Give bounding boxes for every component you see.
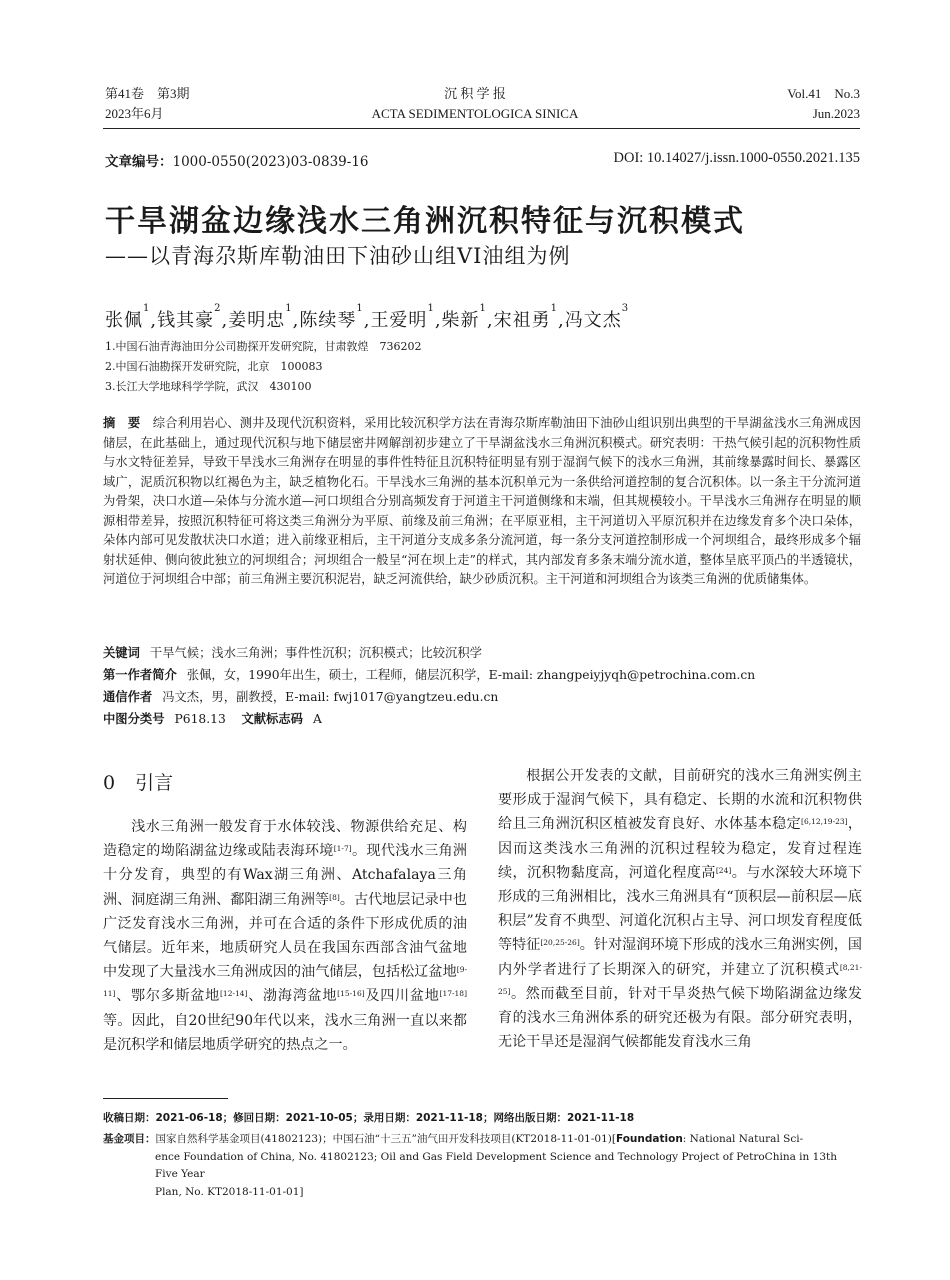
footnote-funding: 基金项目：国家自然科学基金项目(41802123)；中国石油“十三五”油气田开发科技项目(KT2018-11-01-01)[Foundation: National Natural Sci- ence Foundation of China, No. 41802123; Oil and Gas Field Development Science and Technology Project of PetroChina in 13th Five Year Plan, No. KT2018-11-01-01] xyxy=(103,1133,837,1198)
keywords xyxy=(103,644,863,663)
citation: [15-16] xyxy=(337,989,365,999)
funding-en-label: Foundation xyxy=(615,1133,683,1145)
classification-value: P618.13 xyxy=(174,712,226,726)
first-author-label: 第一作者简介 xyxy=(103,668,177,682)
corresponding-label: 通信作者 xyxy=(103,690,153,704)
abstract-text: 综合利用岩心、测井及现代沉积资料，采用比较沉积学方法在青海尕斯库勒油田下油砂山组识别出典型的干旱湖盆浅水三角洲成因储层，在此基础上，通过现代沉积与地下储层密井网解剖初步建立了干旱湖盆浅水三角洲沉积模式。研究表明：干热气候引起的沉积物性质与水文特征差异，导致干旱浅水三角洲存在明显的事件性特征且沉积特征明显有别于湿润气候下的浅水三角洲，其前缘暴露时间长、暴露区域广，泥质沉积物以红褐色为主，缺乏植物化石。干旱浅水三角洲的基本沉积单元为一条供给河道控制的复合沉积体。以一条主干分流河道为骨架，决口水道—朵体与分流水道—河口坝组合分别高频发育于河道主干河道侧缘和末端，但其规模较小。干旱浅水三角洲存在明显的顺源相带差异，按照沉积特征可将这类三角洲分为平原、前缘及前三角洲；在平原亚相，主干河道切入平原沉积并在边缘发育多个决口朵体，朵体内部可见发散状决口水道；进入前缘亚相后，主干河道分支成多条分流河道，每一条分支河道控制形成一个河坝组合，最终形成多个辐射状延伸、侧向彼此独立的河坝组合；河坝组合一般呈“河在坝上走”的样式，其内部发育多条末端分流水道，整体呈底平顶凸的半透镜状，河道位于河坝组合中部；前三角洲主要沉积泥岩，缺乏河流供给，缺少砂质沉积。主干河道和河坝组合为该类三角洲的优质储集体。 xyxy=(103,416,861,586)
citation: [20,25-26] xyxy=(540,938,580,948)
citation: [8] xyxy=(329,892,340,902)
funding-label: 基金项目： xyxy=(103,1133,156,1145)
classification xyxy=(103,710,863,729)
citation: [9-11] xyxy=(103,965,467,999)
publication-date: 2023年6月 xyxy=(105,106,164,121)
author: 陈续琴$^1$ xyxy=(299,303,364,331)
affiliation-3: 3.长江大学地球科学学院，武汉 430100 xyxy=(105,380,312,393)
author: 张佩$^1$ xyxy=(105,303,151,331)
citation: [6,12,19-23] xyxy=(801,817,848,827)
article-number-label: 文章编号： xyxy=(105,154,173,170)
keywords-label: 关键词 xyxy=(103,646,140,660)
affiliation-2: 2.中国石油勘探开发研究院，北京 100083 xyxy=(105,360,323,373)
footnote-dates: 收稿日期：2021-06-18；修回日期：2021-10-05；录用日期：2021-11-18；网络出版日期：2021-11-18 xyxy=(103,1112,635,1124)
article-number xyxy=(105,150,369,170)
abstract xyxy=(103,414,861,590)
body-left-column: 浅水三角洲一般发育于水体较浅、物源供给充足、构造稳定的坳陷湖盆边缘或陆表海环境[1-7]。现代浅水三角洲十分发育，典型的有Wax湖三角洲、Atchafalaya三角洲、洞庭湖三角洲、鄱阳湖三角洲等[8]。古代地层记录中也广泛发育浅水三角洲，并可在合适的条件下形成优质的油气储层。近年来，地质研究人员在我国东西部含油气盆地中发现了大量浅水三角洲成因的油气储层，包括松辽盆地[9-11]、鄂尔多斯盆地[12-14]、渤海湾盆地[15-16]及四川盆地[17-18]等。因此，自20世纪90年代以来，浅水三角洲一直以来都是沉积学和储层地质学研究的热点之一。 xyxy=(103,819,468,1053)
corresponding-text: 冯文杰，男，副教授，E-mail: fwj1017@yangtzeu.edu.cn xyxy=(162,690,499,704)
corresponding-author xyxy=(103,688,863,707)
article-number-value: 1000-0550(2023)03-0839-16 xyxy=(172,154,369,170)
journal-name-en: ACTA SEDIMENTOLOGICA SINICA xyxy=(371,106,579,121)
body-right-column: 根据公开发表的文献，目前研究的浅水三角洲实例主要形成于湿润气候下，具有稳定、长期的水流和沉积物供给且三角洲沉积区植被发育良好、水体基本稳定[6,12,19-23]，因而这类浅水三角洲的沉积过程较为稳定，发育过程连续，沉积物黏度高，河道化程度高[24]。与水深较大环境下形成的三角洲相比，浅水三角洲具有“顶积层—前积层—底积层”发育不典型、河道化沉积占主导、河口坝发育程度低等特征[20,25-26]。针对湿润环境下形成的浅水三角洲实例，国内外学者进行了长期深入的研究，并建立了沉积模式[8,21-25]。然而截至目前，针对干旱炎热气候下坳陷湖盆边缘发育的浅水三角洲体系的研究还极为有限。部分研究表明，无论干旱还是湿润气候都能发育浅水三角 xyxy=(498,768,863,1051)
author: 钱其豪$^2$ xyxy=(157,303,222,331)
citation: [12-14] xyxy=(220,989,248,999)
paper-subtitle: ——以青海尕斯库勒油田下油砂山组VI油组为例 xyxy=(105,244,571,268)
publication-date-en: Jun.2023 xyxy=(812,106,860,121)
author: 冯文杰$^3$ xyxy=(564,303,630,331)
citation: [8,21-25] xyxy=(498,962,862,996)
affiliation-1: 1.中国石油青海油田分公司勘探开发研究院，甘肃敦煌 736202 xyxy=(105,340,422,353)
document-code-value: A xyxy=(312,712,322,726)
author: 姜明忠$^1$ xyxy=(228,303,293,331)
running-header-right xyxy=(787,84,860,124)
section-number: 0 xyxy=(103,772,116,794)
citation: [24] xyxy=(715,865,732,875)
header-divider xyxy=(103,128,860,129)
keywords-text: 干旱气候；浅水三角洲；事件性沉积；沉积模式；比较沉积学 xyxy=(149,646,482,660)
citation: [1-7] xyxy=(333,844,352,854)
section-title: 引言 xyxy=(135,772,174,794)
abstract-label: 摘 要 xyxy=(103,416,141,430)
author-list: 张佩$^1$,钱其豪$^2$,姜明忠$^1$,陈续琴$^1$,王爱明$^1$,柴新$^1$,宋祖勇$^1$,冯文杰$^3$ xyxy=(105,303,630,331)
document-code-label: 文献标志码 xyxy=(241,712,303,726)
doi: DOI: 10.14027/j.issn.1000-0550.2021.135 xyxy=(613,150,860,166)
classification-label: 中图分类号 xyxy=(103,712,165,726)
paper-title: 干旱湖盆边缘浅水三角洲沉积特征与沉积模式 xyxy=(105,204,745,239)
section-heading xyxy=(103,768,173,795)
first-author-bio xyxy=(103,666,863,685)
volume-issue-en: Vol.41 No.3 xyxy=(787,86,860,101)
volume-issue: 第41卷 第3期 xyxy=(105,86,190,101)
author: 柴新$^1$ xyxy=(441,303,487,331)
author: 王爱明$^1$ xyxy=(370,303,435,331)
first-author-text: 张佩，女，1990年出生，硕士，工程师，储层沉积学，E-mail: zhangpeiyjyqh@petrochina.com.cn xyxy=(186,668,756,682)
footnote-divider xyxy=(103,1098,228,1099)
author: 宋祖勇$^1$ xyxy=(493,303,559,331)
journal-name-cn: 沉 积 学 报 xyxy=(444,86,506,101)
citation: [17-18] xyxy=(439,989,468,999)
